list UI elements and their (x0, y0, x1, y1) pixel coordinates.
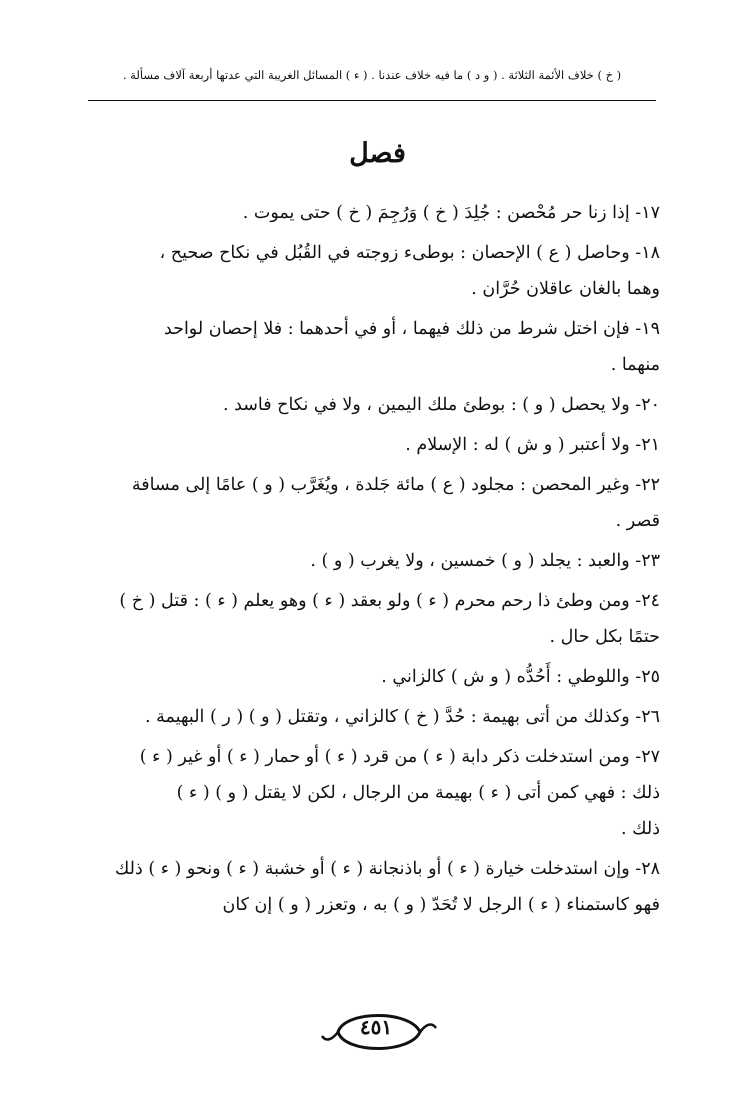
header-divider (88, 100, 656, 101)
clause-line: قصر . (615, 511, 660, 531)
clause-entry (90, 387, 660, 423)
clause-entry (90, 427, 660, 463)
clause-line: ولا أعتبر ( و ش ) له : الإسلام . (405, 435, 630, 455)
clause-line: منهما . (610, 355, 660, 375)
clause-entry (90, 467, 660, 539)
clause-number: ٢١- (635, 435, 660, 455)
clause-number: ١٨- (635, 243, 660, 263)
page-number: ٤٥١ (359, 1015, 393, 1039)
clause-entry (90, 235, 660, 307)
clause-line: فإن اختل شرط من ذلك فيهما ، أو في أحدهما : فلا إحصان لواحد (163, 319, 630, 339)
clause-line: وإن استدخلت خيارة ( ء ) أو باذنجانة ( ء ) أو خشبة ( ء ) ونحو ( ء ) ذلك (114, 859, 630, 879)
clause-entry (90, 311, 660, 383)
clause-line: وحاصل ( ع ) الإحصان : بوطىء زوجته في القُبُل في نكاح صحيح ، (159, 243, 630, 263)
clause-line: ذلك . (621, 819, 660, 839)
clause-number: ١٩- (635, 319, 660, 339)
clause-line: ذلك : فهي كمن أتى ( ء ) بهيمة من الرجال ، لكن لا يقتل ( و ) ( ء ) (176, 783, 660, 803)
clause-number: ١٧- (635, 203, 660, 223)
section-title: فصل (349, 138, 406, 169)
clause-entry (90, 195, 660, 231)
clause-line: وغير المحصن : مجلود ( ع ) مائة جَلدة ، ويُغَرَّب ( و ) عامًا إلى مسافة (131, 475, 630, 495)
clause-line: ومن وطئ ذا رحم محرم ( ء ) ولو بعقد ( ء ) وهو يعلم ( ء ) : قتل ( خ ) (119, 591, 630, 611)
clause-number: ٢٨- (635, 859, 660, 879)
clause-number: ٢٧- (635, 747, 660, 767)
clause-entry (90, 851, 660, 923)
clause-entry (90, 543, 660, 579)
clause-line: وكذلك من أتى بهيمة : حُدَّ ( خ ) كالزاني ، وتقتل ( و ) ( ر ) البهيمة . (144, 707, 630, 727)
clause-line: ومن استدخلت ذكر دابة ( ء ) من قرد ( ء ) أو حمار ( ء ) أو غير ( ء ) (139, 747, 630, 767)
clause-line: فهو كاستمناء ( ء ) الرجل لا تُحَدّ ( و ) به ، وتعزر ( و ) إن كان (222, 895, 660, 915)
clause-entry (90, 699, 660, 735)
clause-entry (90, 739, 660, 847)
main-text (90, 195, 660, 927)
clause-number: ٢٣- (635, 551, 660, 571)
clause-number: ٢٢- (635, 475, 660, 495)
clause-line: حتمًا بكل حال . (549, 627, 660, 647)
clause-entry (90, 583, 660, 655)
clause-number: ٢٤- (635, 591, 660, 611)
clause-line: وهما بالغان عاقلان حُرَّان . (471, 279, 660, 299)
clause-line: والعبد : يجلد ( و ) خمسين ، ولا يغرب ( و ) . (310, 551, 630, 571)
clause-line: واللوطي : أَحُدُّه ( و ش ) كالزاني . (381, 667, 630, 687)
page-header-abbreviations: ( خ ) خلاف الأئمة الثلاثة . ( و د ) ما فيه خلاف عندنا . ( ء ) المسائل الغريبة التي عدتها أربعة آلاف مسألة . (122, 68, 622, 82)
clause-number: ٢٥- (635, 667, 660, 687)
clause-line: ولا يحصل ( و ) : بوطئ ملك اليمين ، ولا في نكاح فاسد . (222, 395, 630, 415)
clause-line: إذا زنا حر مُحْصن : جُلِدَ ( خ ) وَرُجِمَ ( خ ) حتى يموت . (242, 203, 630, 223)
clause-number: ٢٠- (635, 395, 660, 415)
clause-entry (90, 659, 660, 695)
clause-number: ٢٦- (635, 707, 660, 727)
